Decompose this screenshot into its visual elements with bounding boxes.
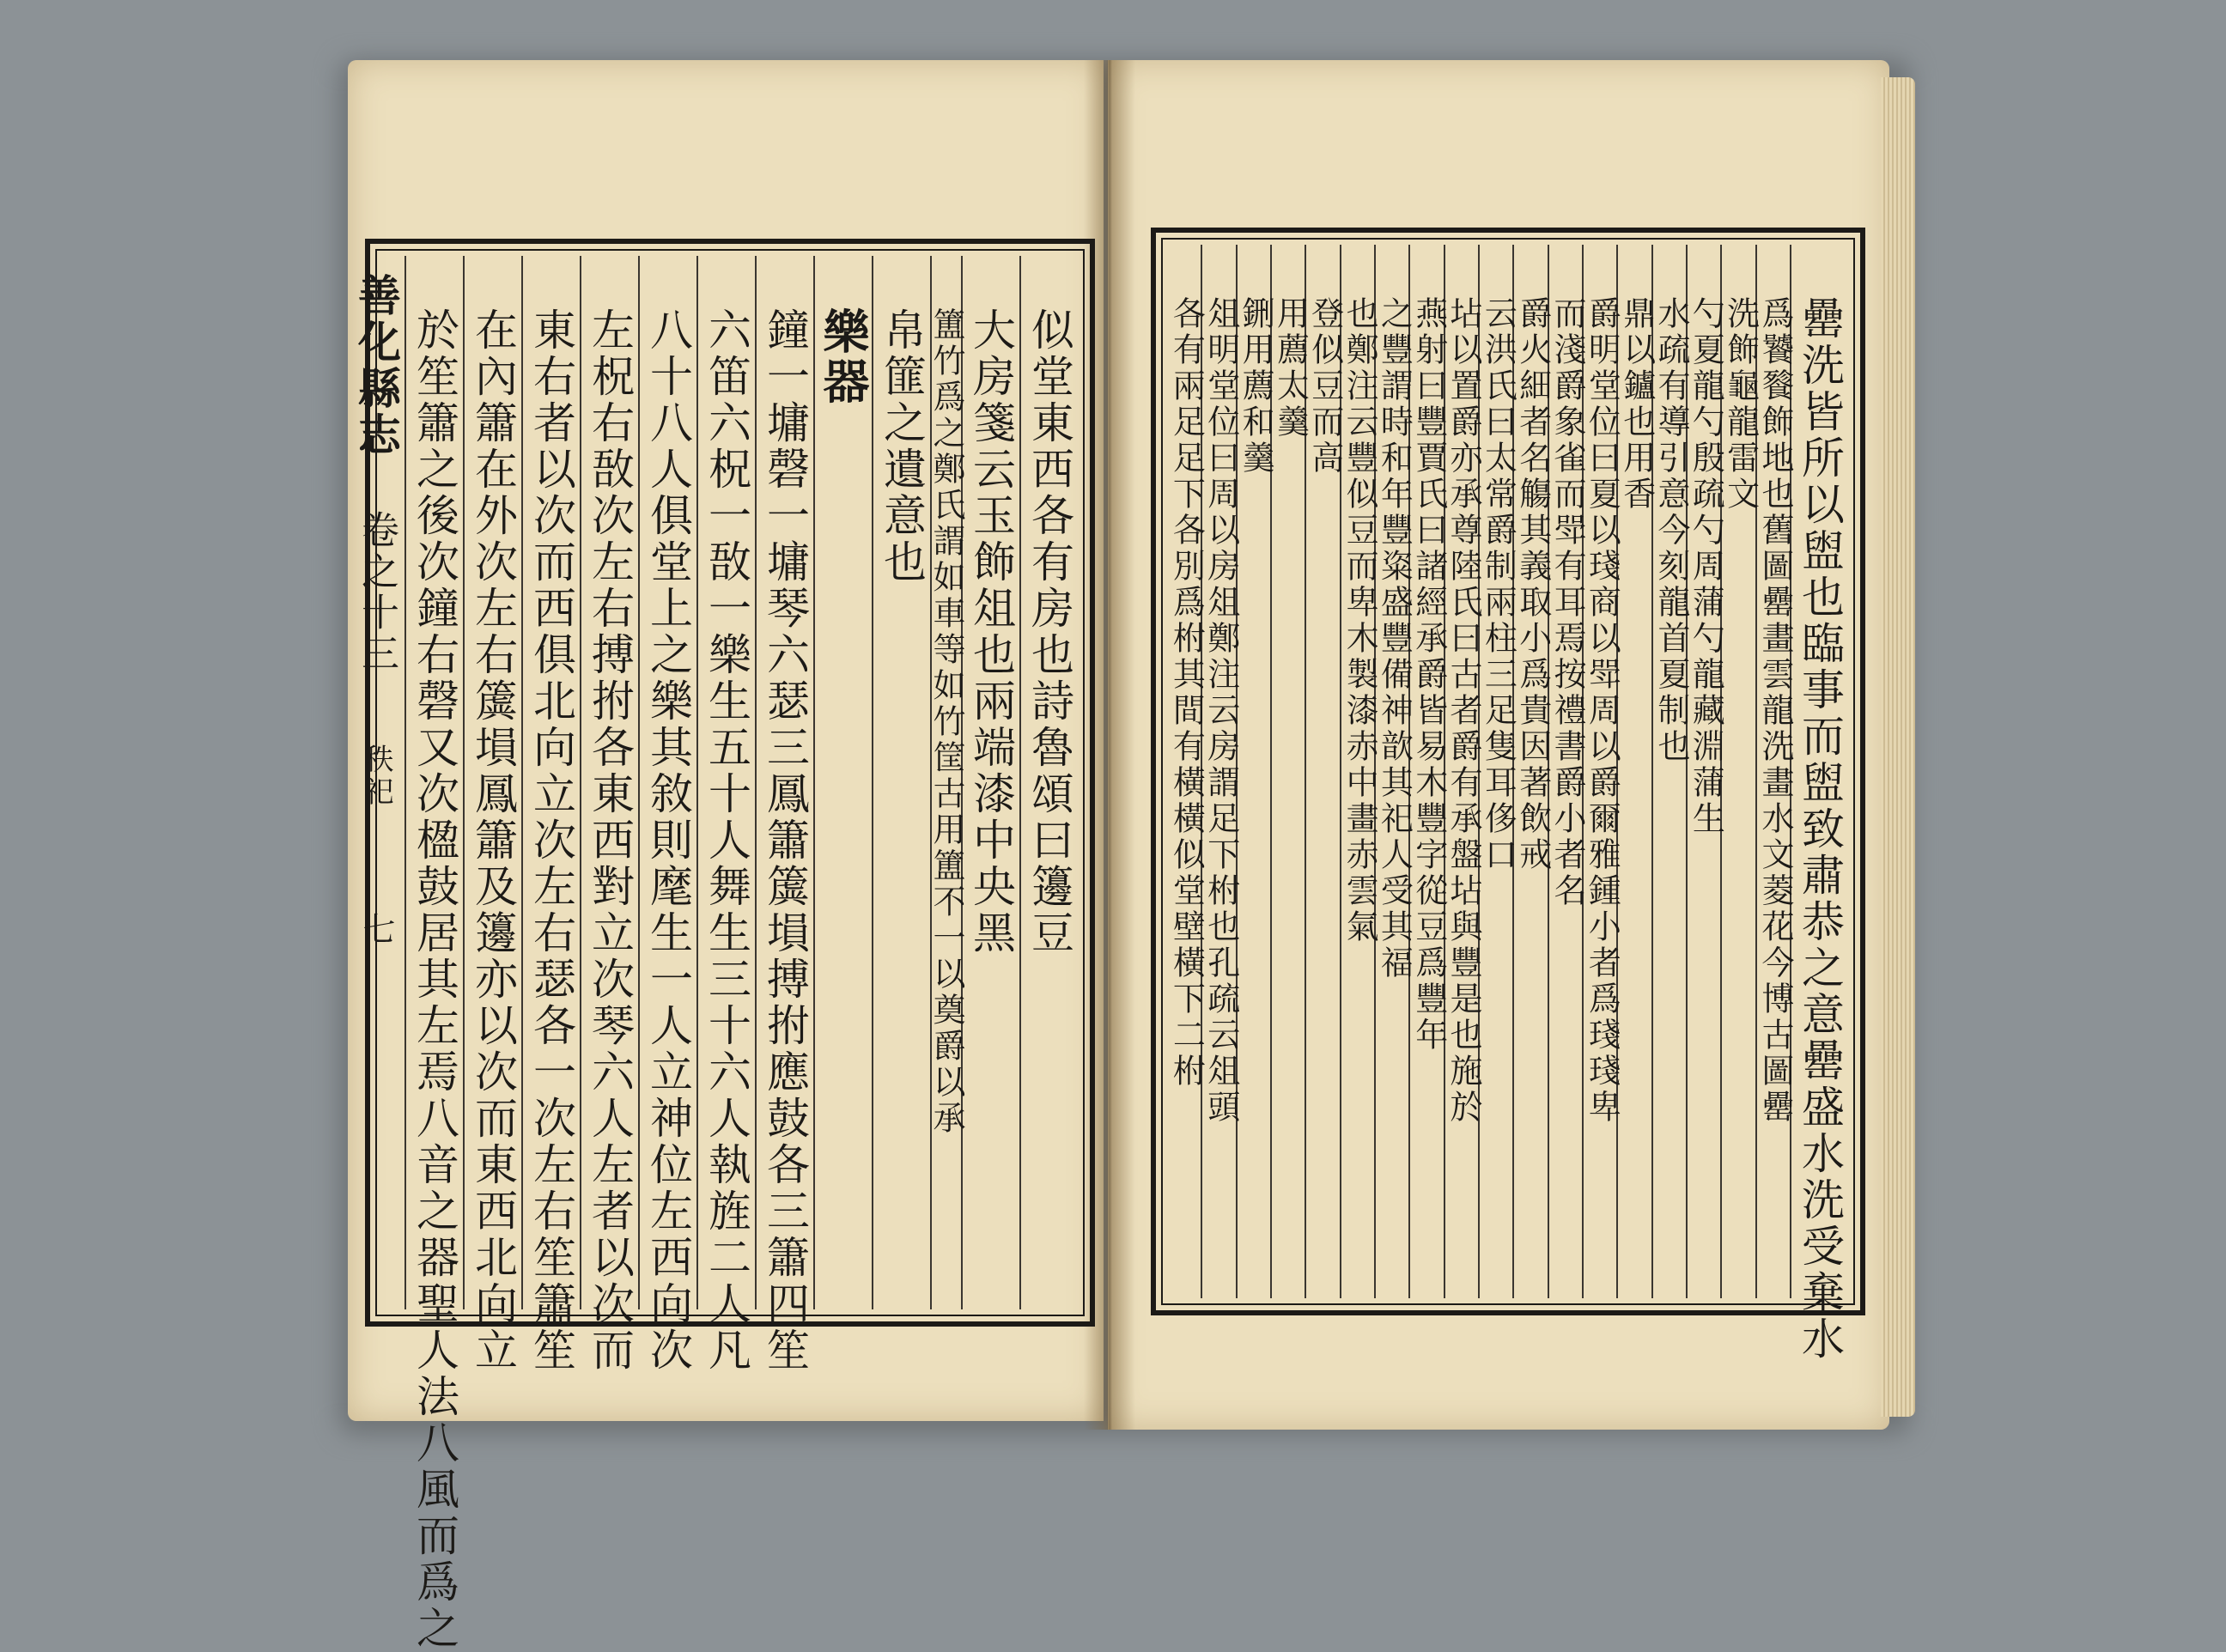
text-column: 爵火細者名觴其義取小爲貴因著飲戒 [1512, 245, 1547, 1298]
margin-column [348, 256, 404, 1309]
text-column: 似堂東西各有房也詩魯頌曰籩豆 [1019, 256, 1078, 1309]
left-columns [351, 256, 1078, 1652]
section-heading: 樂器 [813, 256, 872, 1309]
text-column: 簠竹爲之鄭氏謂如車等如竹筐古用簠不一以奠爵以承 [930, 256, 961, 1309]
margin-title: 善化縣志 [351, 273, 402, 459]
text-column: 登似豆而高 [1305, 245, 1339, 1298]
text-column: 云洪氏曰太常爵制兩柱三足隻耳侈口 [1478, 245, 1512, 1298]
right-text-frame [1151, 228, 1865, 1363]
text-column: 八十八人俱堂上之樂其敘則麾生一人立神位左西向次 [638, 256, 696, 1309]
text-column: 罍洗皆所以盥也臨事而盥致肅恭之意罍盛水洗受棄水 [1790, 245, 1848, 1298]
text-column: 爲饕餮飾地也舊圖罍畫雲龍洗畫水文菱花今博古圖罍 [1755, 245, 1790, 1298]
text-column: 鉶用薦和羹 [1236, 245, 1270, 1298]
text-column: 爵明堂位曰夏以琖商以斝周以爵爾雅鍾小者爲琖琖卑 [1582, 245, 1616, 1298]
text-column: 在內簫在外次左右簴塤鳳簫及籩亦以次而東西北向立 [463, 256, 521, 1309]
margin-folio: 七 [357, 912, 395, 948]
text-column: 也鄭注云豐似豆而卑木製漆赤中畫赤雲氣 [1340, 245, 1374, 1298]
text-column: 各有兩足足下各別爲柎其間有橫橫似堂壁橫下二柎 [1167, 296, 1206, 1090]
text-column: 勺夏龍勺殷疏勺周蒲勺龍藏淵蒲生 [1686, 245, 1720, 1298]
left-text-frame [351, 239, 1095, 1652]
text-column: 之豐謂時和年豐粢盛豐備神歆其祀人受其福 [1374, 245, 1408, 1298]
text-column: 鐘一墉磬一墉琴六瑟三鳳簫簴塤搏拊應鼓各三簫四笙 [755, 256, 813, 1309]
right-columns [1167, 245, 1848, 1363]
text-column: 而淺爵象雀而斝有耳焉按禮書爵小者名 [1548, 245, 1582, 1298]
text-column: 燕射曰豐賈氏曰諸經承爵皆易木豐字從豆爲豐年 [1408, 245, 1443, 1298]
margin-volume: 卷之十三 [355, 510, 398, 675]
text-column: 帛篚之遺意也 [872, 256, 930, 1309]
text-column: 於笙簫之後次鐘右磬又次楹鼓居其左焉八音之器聖人法八風而爲之 [404, 256, 463, 1309]
text-column: 大房箋云玉飾俎也兩端漆中央黑 [961, 256, 1019, 1309]
text-column: 東右者以次而西俱北向立次左右瑟各一次左右笙簫笙 [521, 256, 580, 1309]
margin-section: 秩祀 [359, 744, 393, 809]
text-column: 鼎以鑪也用香 [1616, 245, 1651, 1298]
page-edge [1881, 77, 1915, 1417]
text-column: 左柷右敔次左右搏拊各東西對立次琴六人左者以次而 [580, 256, 638, 1309]
text-column: 用薦太羹 [1270, 245, 1305, 1298]
text-column: 坫以置爵亦承尊陸氏曰古者爵有承盤坫與豐是也施於 [1444, 245, 1478, 1298]
text-column: 洗飾龜龍雷文 [1720, 245, 1755, 1298]
text-column: 俎明堂位曰周以房俎鄭注云房謂足下柎也孔疏云俎頭 [1201, 245, 1235, 1298]
text-column: 六笛六柷一敔一樂生五十人舞生三十六人執旌二人凡 [696, 256, 755, 1309]
text-column: 水疏有導引意今刻龍首夏制也 [1651, 245, 1686, 1298]
